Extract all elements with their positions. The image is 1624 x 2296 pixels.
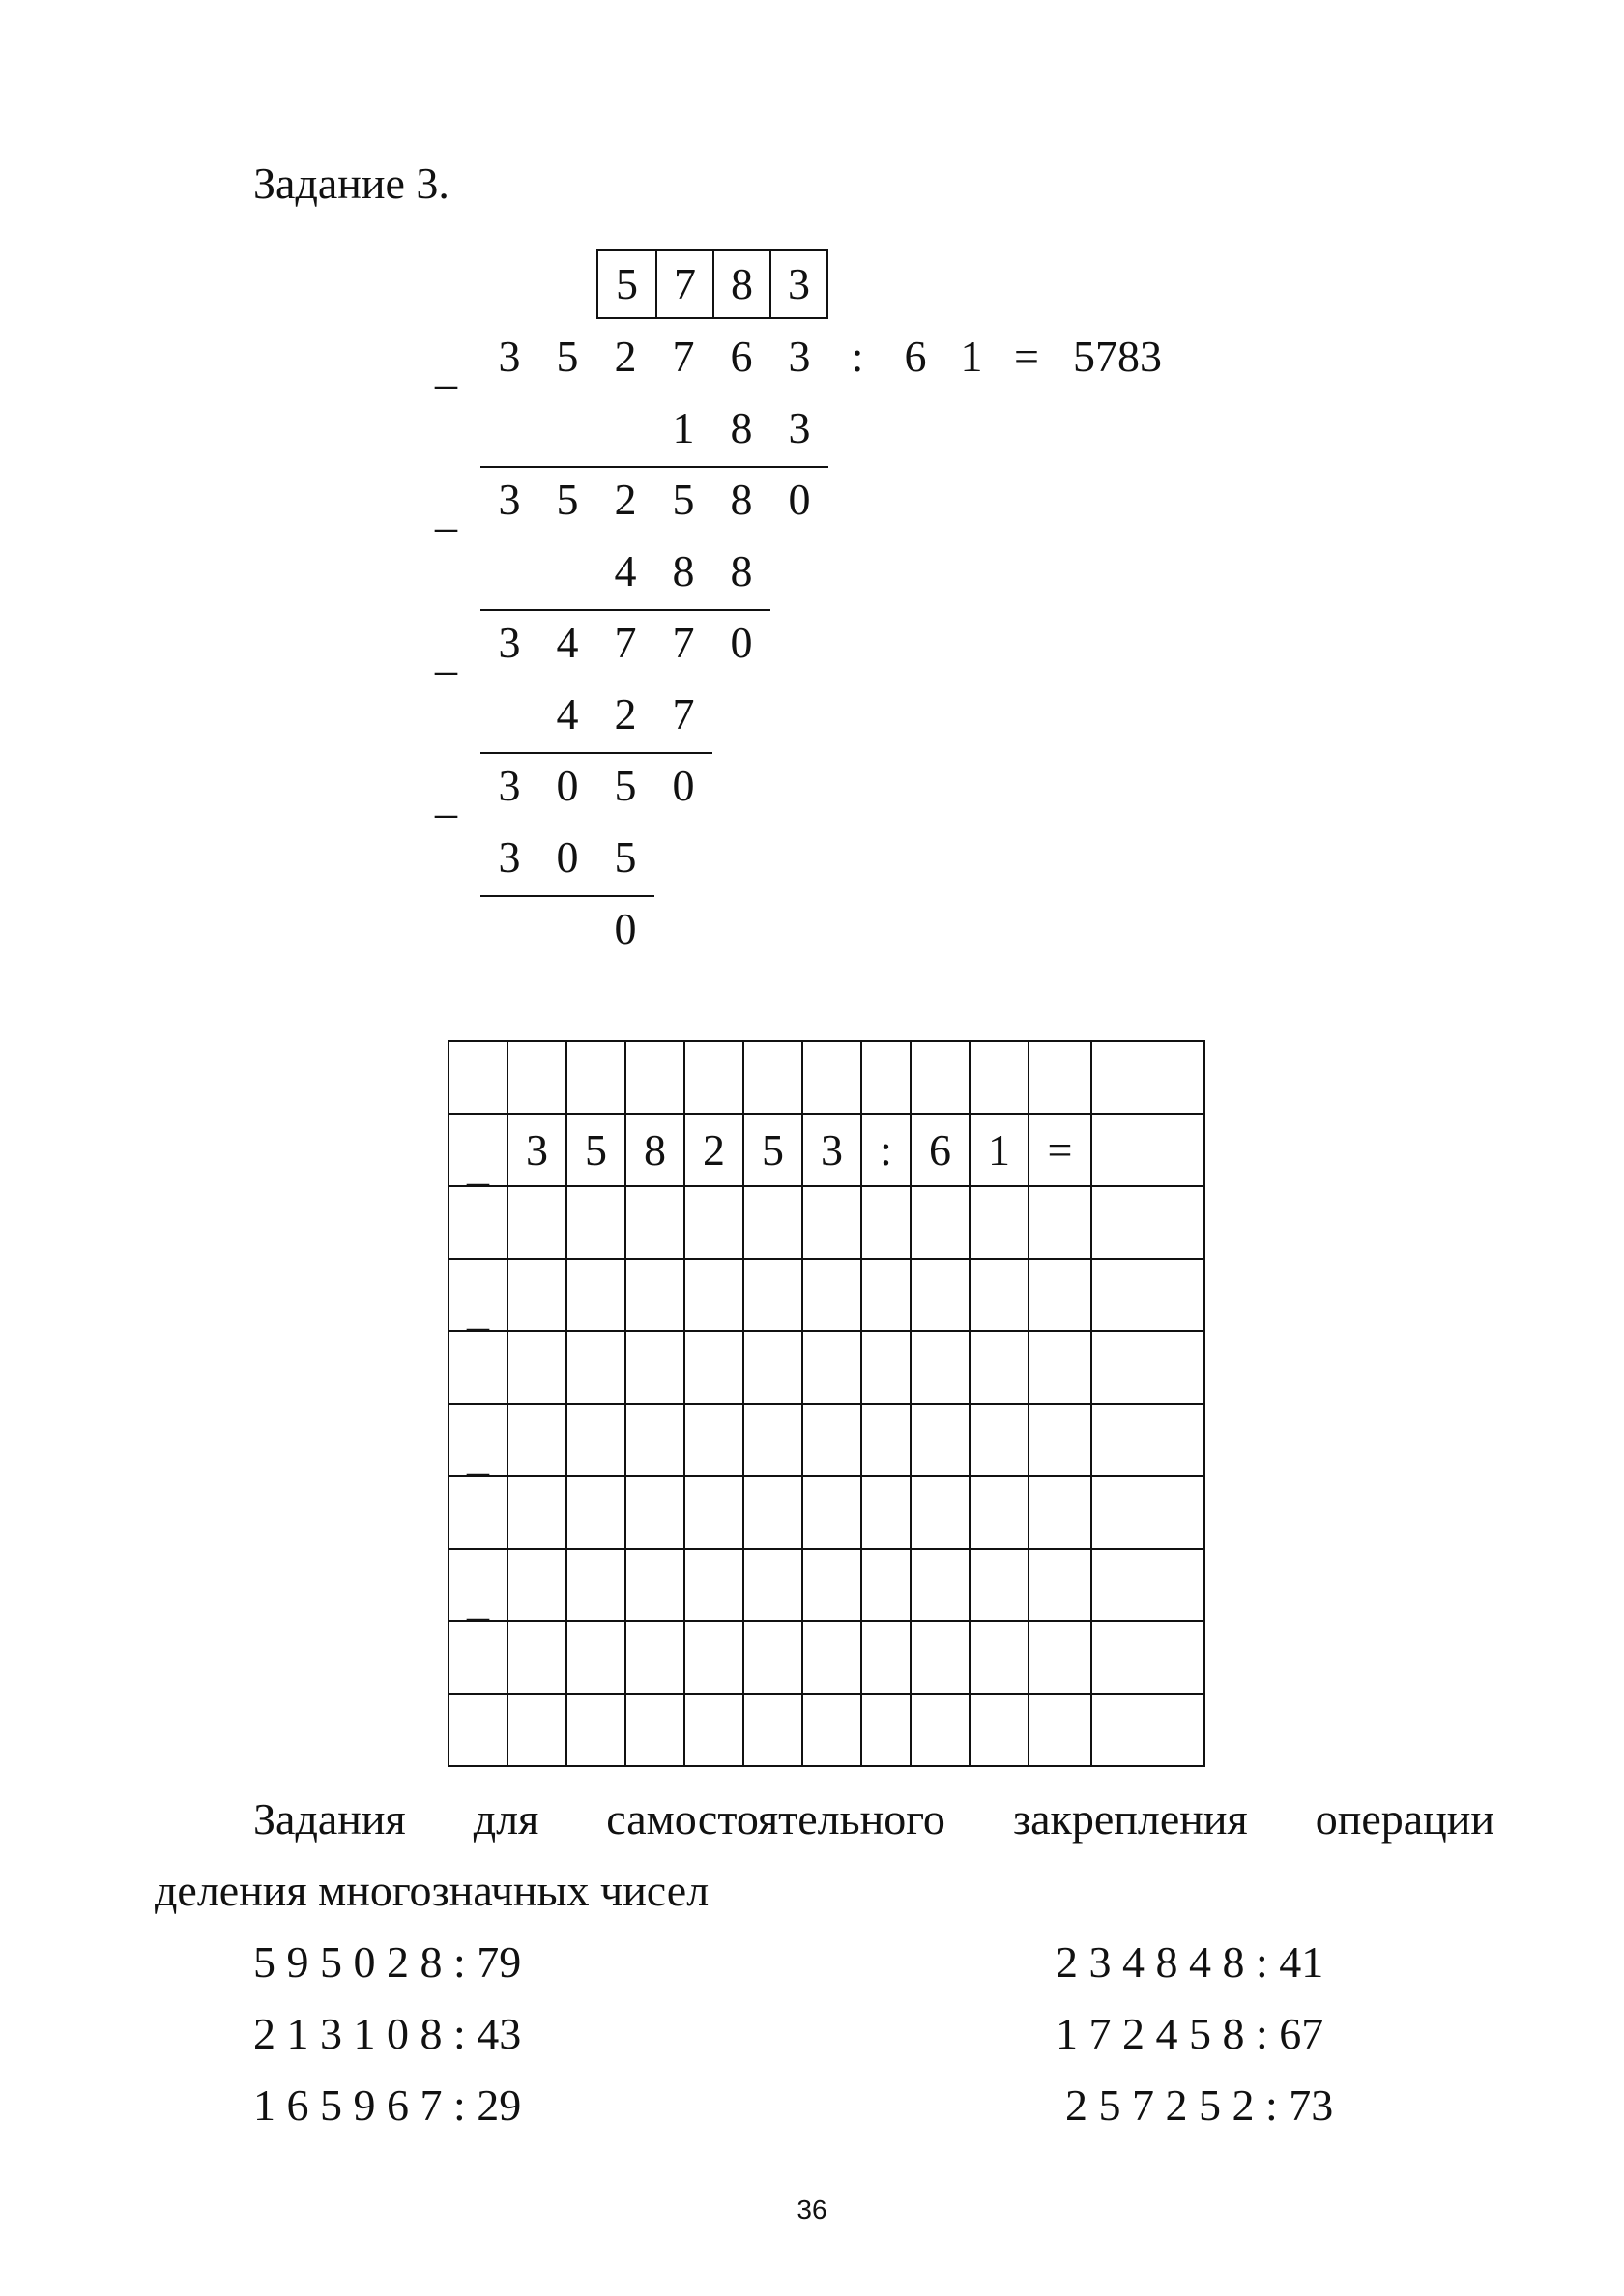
step-digit: 0	[788, 475, 811, 524]
grid-cell	[802, 1186, 861, 1259]
quotient-digit: 8	[712, 251, 769, 317]
grid-cell	[1029, 1186, 1091, 1259]
grid-cell	[625, 1621, 684, 1694]
grid-row	[449, 1549, 1204, 1621]
grid-cell	[625, 1041, 684, 1114]
subtrahend-row	[0, 824, 1624, 891]
exercise-item: 1 7 2 4 5 8 : 67	[1056, 2009, 1324, 2058]
section-title-line-2: деления многозначных чисел	[155, 1866, 710, 1915]
grid-cell	[1091, 1041, 1204, 1114]
grid-cell	[911, 1259, 970, 1331]
grid-cell	[970, 1476, 1029, 1549]
grid-cell	[861, 1404, 911, 1476]
grid-cell	[861, 1041, 911, 1114]
grid-cell	[970, 1041, 1029, 1114]
subtrahend-row	[0, 394, 1624, 462]
grid-equals: =	[1029, 1114, 1091, 1186]
grid-cell	[861, 1476, 911, 1549]
grid-cell	[684, 1404, 743, 1476]
grid-digit: 8	[625, 1114, 684, 1186]
grid-cell	[861, 1549, 911, 1621]
grid-cell	[861, 1621, 911, 1694]
minus-sign: _	[449, 1404, 508, 1476]
grid-digit: 2	[684, 1114, 743, 1186]
step-digit: 2	[614, 475, 637, 524]
step-digit: 5	[614, 761, 637, 810]
divisor-digit: 6	[904, 332, 927, 381]
dividend-digit: 2	[614, 332, 637, 381]
grid-cell	[684, 1476, 743, 1549]
grid-cell	[802, 1694, 861, 1766]
grid-cell	[802, 1476, 861, 1549]
grid-cell	[625, 1186, 684, 1259]
grid-cell	[743, 1404, 802, 1476]
grid-digit: 3	[802, 1114, 861, 1186]
grid-cell	[684, 1041, 743, 1114]
section-title-word: Задания	[253, 1794, 406, 1844]
grid-cell	[1091, 1549, 1204, 1621]
grid-cell	[1091, 1114, 1204, 1186]
grid-cell	[970, 1621, 1029, 1694]
remainder-row	[0, 752, 1624, 820]
grid-cell	[911, 1331, 970, 1404]
step-digit: 7	[672, 618, 695, 667]
grid-cell	[684, 1186, 743, 1259]
grid-cell	[625, 1549, 684, 1621]
grid-cell	[1029, 1621, 1091, 1694]
exercise-item: 2 1 3 1 0 8 : 43	[253, 2009, 522, 2058]
grid-cell	[1091, 1331, 1204, 1404]
equals-sign: =	[1014, 332, 1039, 381]
grid-cell	[802, 1621, 861, 1694]
grid-cell	[566, 1549, 625, 1621]
grid-cell	[970, 1694, 1029, 1766]
step-digit: 0	[556, 761, 579, 810]
grid-cell	[802, 1404, 861, 1476]
grid-cell	[1091, 1404, 1204, 1476]
step-digit: 0	[614, 904, 637, 953]
grid-cell	[508, 1476, 566, 1549]
grid-cell	[1091, 1259, 1204, 1331]
grid-cell	[743, 1694, 802, 1766]
step-digit: 2	[614, 689, 637, 739]
section-title-word: самостоятельного	[606, 1794, 945, 1844]
grid-cell	[743, 1331, 802, 1404]
division-result: 5783	[1073, 332, 1162, 381]
step-digit: 5	[614, 832, 637, 882]
grid-cell	[449, 1621, 508, 1694]
step-digit: 8	[672, 546, 695, 596]
grid-cell	[743, 1621, 802, 1694]
grid-cell	[1029, 1549, 1091, 1621]
grid-cell	[566, 1621, 625, 1694]
step-digit: 3	[788, 403, 811, 452]
grid-cell	[1029, 1259, 1091, 1331]
grid-row	[449, 1621, 1204, 1694]
minus-sign: _	[435, 772, 457, 822]
grid-cell	[911, 1694, 970, 1766]
grid-row	[449, 1259, 1204, 1331]
grid-cell	[802, 1259, 861, 1331]
grid-cell	[684, 1549, 743, 1621]
grid-cell	[684, 1259, 743, 1331]
grid-cell	[802, 1549, 861, 1621]
step-digit: 7	[614, 618, 637, 667]
grid-cell	[508, 1549, 566, 1621]
step-digit: 4	[556, 689, 579, 739]
grid-cell	[1091, 1694, 1204, 1766]
step-digit: 3	[498, 761, 521, 810]
grid-digit: 5	[743, 1114, 802, 1186]
minus-sign: _	[435, 343, 457, 392]
exercise-item: 1 6 5 9 6 7 : 29	[253, 2080, 522, 2130]
grid-row	[449, 1186, 1204, 1259]
quotient-box	[596, 249, 828, 319]
grid-cell	[1091, 1186, 1204, 1259]
grid-cell	[911, 1041, 970, 1114]
grid-cell	[508, 1041, 566, 1114]
step-digit: 8	[730, 403, 753, 452]
dividend-digit: 6	[730, 332, 753, 381]
grid-cell	[566, 1694, 625, 1766]
grid-cell	[449, 1331, 508, 1404]
grid-cell	[684, 1621, 743, 1694]
subtrahend-row	[0, 538, 1624, 605]
grid-cell	[1091, 1621, 1204, 1694]
grid-cell	[508, 1259, 566, 1331]
grid-cell	[1029, 1476, 1091, 1549]
exercise-item: 2 5 7 2 5 2 : 73	[1065, 2080, 1334, 2130]
grid-cell	[508, 1331, 566, 1404]
exercise-item: 5 9 5 0 2 8 : 79	[253, 1937, 522, 1987]
minus-sign: _	[435, 629, 457, 679]
grid-digit: 5	[566, 1114, 625, 1186]
section-title-word: операции	[1315, 1794, 1495, 1844]
grid-cell	[449, 1186, 508, 1259]
grid-equation-row	[449, 1114, 1204, 1186]
remainder-row	[0, 609, 1624, 677]
grid-cell	[970, 1404, 1029, 1476]
grid-cell	[911, 1186, 970, 1259]
section-title-word: для	[473, 1794, 539, 1844]
step-digit: 8	[730, 546, 753, 596]
grid-cell	[802, 1041, 861, 1114]
grid-digit: 3	[508, 1114, 566, 1186]
section-title-line-1	[253, 1790, 1494, 1848]
step-digit: 3	[498, 475, 521, 524]
grid-cell	[625, 1259, 684, 1331]
grid-digit: 6	[911, 1114, 970, 1186]
grid-cell	[861, 1259, 911, 1331]
grid-cell	[449, 1041, 508, 1114]
grid-cell	[625, 1476, 684, 1549]
grid-operator: :	[861, 1114, 911, 1186]
grid-cell	[508, 1694, 566, 1766]
grid-row	[449, 1041, 1204, 1114]
grid-cell	[566, 1476, 625, 1549]
grid-cell	[861, 1331, 911, 1404]
grid-cell	[1029, 1041, 1091, 1114]
grid-cell	[566, 1259, 625, 1331]
remainder-row	[0, 466, 1624, 534]
grid-cell	[970, 1331, 1029, 1404]
grid-cell	[861, 1186, 911, 1259]
step-digit: 1	[672, 403, 695, 452]
grid-cell	[566, 1331, 625, 1404]
grid-cell	[911, 1549, 970, 1621]
grid-cell	[911, 1476, 970, 1549]
grid-cell	[1029, 1694, 1091, 1766]
grid-digit: 1	[970, 1114, 1029, 1186]
step-digit: 3	[498, 618, 521, 667]
grid-cell	[743, 1041, 802, 1114]
practice-grid	[448, 1040, 1205, 1767]
grid-cell	[508, 1621, 566, 1694]
step-digit: 7	[672, 689, 695, 739]
dividend-digit: 3	[788, 332, 811, 381]
grid-cell	[508, 1186, 566, 1259]
grid-cell	[911, 1404, 970, 1476]
minus-sign: _	[449, 1259, 508, 1331]
division-equation-row	[0, 323, 1624, 391]
grid-cell	[802, 1331, 861, 1404]
grid-cell	[625, 1694, 684, 1766]
grid-cell	[625, 1331, 684, 1404]
final-remainder-row	[0, 895, 1624, 963]
grid-cell	[684, 1331, 743, 1404]
grid-cell	[743, 1186, 802, 1259]
grid-row	[449, 1404, 1204, 1476]
grid-cell	[743, 1259, 802, 1331]
section-title-word: закрепления	[1012, 1794, 1248, 1844]
grid-cell	[625, 1404, 684, 1476]
grid-cell	[684, 1694, 743, 1766]
step-digit: 8	[730, 475, 753, 524]
minus-sign: _	[449, 1549, 508, 1621]
grid-row	[449, 1476, 1204, 1549]
quotient-digit: 7	[655, 251, 712, 317]
dividend-digit: 7	[672, 332, 695, 381]
grid-cell	[970, 1259, 1029, 1331]
step-digit: 0	[730, 618, 753, 667]
exercise-item: 2 3 4 8 4 8 : 41	[1056, 1937, 1324, 1987]
grid-cell	[566, 1404, 625, 1476]
grid-cell	[1091, 1476, 1204, 1549]
task-heading: Задание 3.	[253, 159, 450, 208]
page-number: 36	[797, 2194, 827, 2224]
step-digit: 3	[498, 832, 521, 882]
grid-cell	[566, 1186, 625, 1259]
subtrahend-row	[0, 681, 1624, 748]
quotient-digit: 3	[769, 251, 826, 317]
minus-sign: _	[449, 1114, 508, 1186]
grid-cell	[566, 1041, 625, 1114]
grid-cell	[449, 1476, 508, 1549]
grid-cell	[1029, 1404, 1091, 1476]
grid-cell	[1029, 1331, 1091, 1404]
grid-cell	[449, 1694, 508, 1766]
grid-cell	[743, 1549, 802, 1621]
step-digit: 4	[556, 618, 579, 667]
minus-sign: _	[435, 486, 457, 536]
step-digit: 5	[672, 475, 695, 524]
dividend-digit: 3	[498, 332, 521, 381]
grid-row	[449, 1331, 1204, 1404]
grid-cell	[911, 1621, 970, 1694]
divisor-digit: 1	[960, 332, 983, 381]
step-digit: 0	[556, 832, 579, 882]
step-digit: 0	[672, 761, 695, 810]
grid-cell	[508, 1404, 566, 1476]
grid-row	[449, 1694, 1204, 1766]
grid-cell	[970, 1186, 1029, 1259]
step-digit: 4	[614, 546, 637, 596]
grid-cell	[861, 1694, 911, 1766]
quotient-digit: 5	[615, 259, 638, 308]
grid-cell	[743, 1476, 802, 1549]
grid-cell	[970, 1549, 1029, 1621]
step-digit: 5	[556, 475, 579, 524]
division-operator: :	[851, 332, 864, 381]
dividend-digit: 5	[556, 332, 579, 381]
